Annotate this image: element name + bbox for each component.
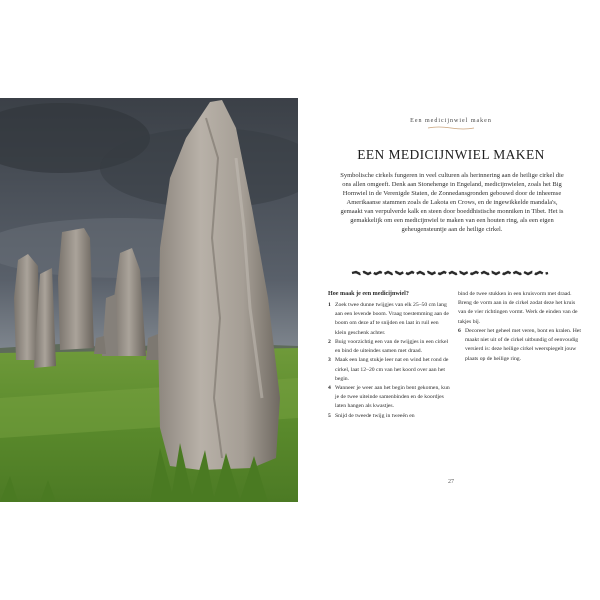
standing-stones-photo <box>0 98 298 502</box>
step-number: 2 <box>328 338 331 345</box>
step-number: 6 <box>458 327 461 334</box>
intro-paragraph: Symbolische cirkels fungeren in veel culturen als herinnering aan de heilige cirkel die ons allen omgeeft. Denk aan Stonehenge in Engeland, medicijnwielen, zoals het Big Hornwiel in de Verenigde Staten, de Zonnedansgronden gebouwd door de inheemse Amerikaanse stammen zoals de Lakota en Crows, en de ingewikkelde mandala's, gemaakt van verpulverde kalk en steen door boeddhistische monniken in Tibet. Het is gemakkelijk om een medicijnwiel te maken van een houten ring, als een eigen geheugensteuntje aan de heilige cirkel. <box>340 172 564 233</box>
step-text: Buig voorzichtig een van de twijgjes in een cirkel en bind de uiteindes samen met draad. <box>335 338 449 355</box>
step-continuation: bind de twee stukken in een kruisvorm met draad. Breng de vorm aan in de cirkel zodat deze het kruis van de vier richtingen vormt. Werk de einden van de takjes bij. <box>458 291 578 325</box>
howto-heading: Hoe maak je een medicijnwiel? <box>328 291 409 297</box>
page-title: EEN MEDICIJNWIEL MAKEN <box>357 147 545 162</box>
step-item <box>328 356 450 384</box>
step-item <box>328 301 450 338</box>
step-text: Snijd de tweede twijg in tweeën en <box>335 412 415 419</box>
step-number: 4 <box>328 384 331 391</box>
step-text: Maak een lang stukje leer nat en wind het rond de cirkel, laat 12–20 cm van het koord over aan het begin. <box>335 357 449 382</box>
step-text: Wanneer je weer aan het begin bent gekomen, kun je de twee uiteinde samenbinden en de koordjes laten hangen als kwastjes. <box>335 384 450 410</box>
step-text: Decoreer het geheel met veren, bont en kralen. Het maakt niet uit of de cirkel uitbundig of eenvoudig versierd is: deze heilige cirkel weerspiegelt jouw plaats op de heilige ring. <box>465 327 581 362</box>
page-number: 27 <box>448 479 454 485</box>
step-item <box>328 384 450 412</box>
step-number: 1 <box>328 301 331 308</box>
step-number: 3 <box>328 357 331 364</box>
step-number: 5 <box>328 412 331 419</box>
step-item <box>328 412 450 421</box>
step-item <box>458 327 582 364</box>
text-page <box>302 98 600 502</box>
ornament-flourish <box>426 126 476 130</box>
step-text: Zoek twee dunne twijgjes van elk 25–50 cm lang aan een levende boom. Vraag toestemming aan de boom om deze af te snijden en laat in ruil een klein geschenk achter. <box>335 301 449 336</box>
brush-divider <box>350 268 550 278</box>
running-head: Een medicijnwiel maken <box>410 118 492 124</box>
instructions-column-right <box>458 290 582 364</box>
instructions-column-left <box>328 290 450 421</box>
step-item <box>328 338 450 356</box>
